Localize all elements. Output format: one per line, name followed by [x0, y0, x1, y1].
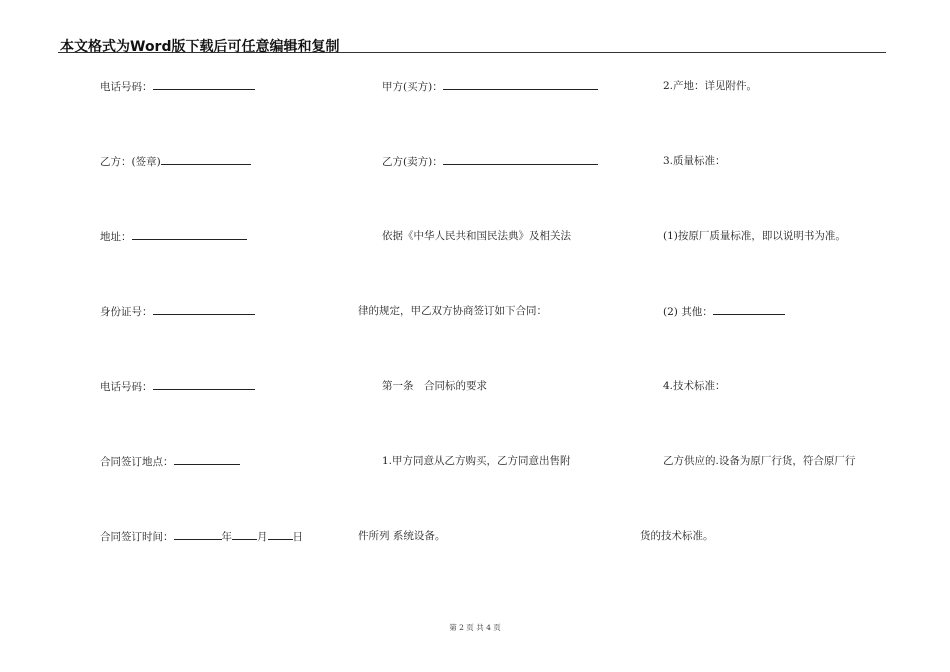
party-b-signature-line: [100, 154, 251, 168]
header-divider: [58, 52, 886, 53]
signing-place-line: [100, 454, 240, 468]
signing-date-line: [100, 529, 303, 543]
quality-other-blank: [713, 304, 785, 315]
party-b-seller-label: 乙方(卖方)：: [382, 156, 443, 168]
month-blank: [232, 529, 257, 540]
phone-number-label-2: 电话号码：: [100, 381, 153, 393]
year-label: 年: [221, 531, 232, 543]
quality-standard-item-2-label: (2) 其他：: [663, 306, 713, 318]
address-label: 地址：: [100, 231, 132, 243]
party-b-signature-blank: [161, 154, 251, 165]
party-b-signature-label: 乙方：(签章): [100, 156, 161, 168]
signing-place-blank: [174, 454, 240, 465]
day-blank: [268, 529, 293, 540]
day-label: 日: [292, 531, 303, 543]
page-number-footer: 第 2 页 共 4 页: [449, 623, 501, 632]
legal-basis-text-1: 依据《中华人民共和国民法典》及相关法: [382, 230, 571, 242]
party-b-seller-line: [382, 154, 598, 168]
signing-place-label: 合同签订地点：: [100, 456, 174, 468]
legal-basis-text-2: 律的规定，甲乙双方协商签订如下合同：: [358, 305, 547, 317]
month-label: 月: [257, 531, 268, 543]
quality-standard-item-2-line: [663, 304, 785, 318]
origin-clause: 2.产地：详见附件。: [663, 80, 758, 92]
quality-standard-heading: 3.质量标准：: [663, 155, 726, 167]
signing-date-label: 合同签订时间：: [100, 531, 174, 543]
address-line: [100, 229, 247, 243]
phone-number-blank: [153, 79, 255, 90]
address-blank: [132, 229, 247, 240]
phone-number-line-2: [100, 379, 255, 393]
phone-number-label: 电话号码：: [100, 81, 153, 93]
technical-standard-heading: 4.技术标准：: [663, 380, 726, 392]
party-a-buyer-label: 甲方(买方)：: [382, 81, 443, 93]
phone-number-line: [100, 79, 255, 93]
id-number-line: [100, 304, 255, 318]
id-number-blank: [153, 304, 255, 315]
id-number-label: 身份证号：: [100, 306, 153, 318]
technical-standard-text-1: 乙方供应的.设备为原厂行货，符合原厂行: [663, 455, 856, 467]
year-blank: [174, 529, 222, 540]
phone-number-blank-2: [153, 379, 255, 390]
party-b-seller-blank: [443, 154, 598, 165]
purchase-agreement-text-1: 1.甲方同意从乙方购买，乙方同意出售附: [382, 455, 571, 467]
quality-standard-item-1: (1)按原厂质量标准，即以说明书为准。: [663, 230, 846, 242]
article-one-heading: 第一条 合同标的要求: [382, 380, 487, 392]
document-header-title: 本文格式为Word版下载后可任意编辑和复制: [60, 39, 340, 55]
technical-standard-text-2: 货的技术标准。: [640, 530, 714, 542]
purchase-agreement-text-2: 件所列 系统设备。: [358, 530, 446, 542]
party-a-buyer-blank: [443, 79, 598, 90]
party-a-buyer-line: [382, 79, 598, 93]
